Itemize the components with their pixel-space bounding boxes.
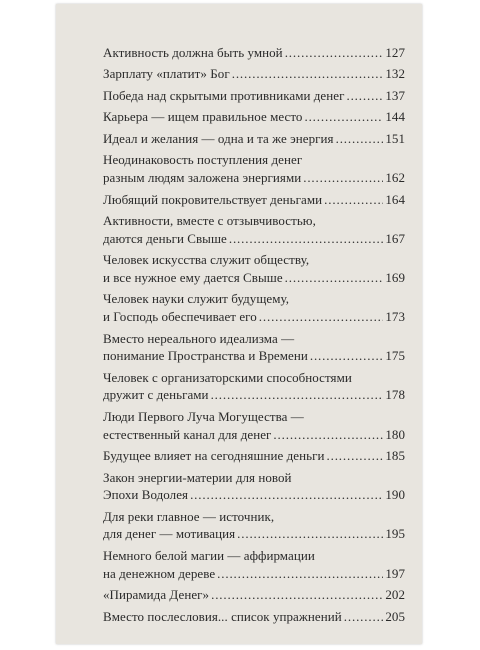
toc-entry-row: [103, 565, 405, 583]
toc-entry-row: [103, 269, 405, 287]
toc-entry-title-line: дружит с деньгами: [103, 387, 209, 403]
toc-entry-row: [103, 108, 405, 126]
toc-page-number: 151: [385, 130, 405, 146]
toc-entry: [103, 586, 405, 604]
toc-page-number: 173: [385, 309, 405, 325]
dot-leader: [310, 347, 383, 365]
toc-entry-title-line: Будущее влияет на сегодняшние деньги: [103, 448, 325, 464]
toc-page-number: 167: [385, 230, 405, 246]
toc-entry: [103, 369, 405, 404]
toc-page-number: 205: [385, 608, 405, 624]
toc-page-number: 180: [385, 426, 405, 442]
toc-entry-row: [103, 347, 405, 365]
toc-entry: [103, 330, 405, 365]
dot-leader: [336, 130, 384, 148]
toc-entry: [103, 608, 405, 626]
toc-entry: [103, 508, 405, 543]
toc-entry-title-line: Человек с организаторскими способностями: [103, 369, 352, 385]
toc-entry-title-line: и все нужное ему дается Свыше: [103, 269, 283, 285]
toc-entry-row: [103, 386, 405, 404]
toc-entry-row: [103, 447, 405, 465]
toc-page-number: 190: [385, 487, 405, 503]
toc-entry-title-line: Активность должна быть умной: [103, 45, 283, 60]
toc-page-number: 185: [385, 448, 405, 464]
toc-entry: [103, 469, 405, 504]
toc-entry: [103, 65, 405, 83]
toc-entry-row: [103, 426, 405, 444]
toc-entry-row: [103, 308, 405, 326]
toc-entry: [103, 290, 405, 325]
toc-entry: [103, 87, 405, 105]
toc-entry: [103, 251, 405, 286]
toc-page-number: 164: [385, 191, 405, 207]
toc-entry: [103, 447, 405, 465]
toc-entry: [103, 408, 405, 443]
toc-entry: [103, 151, 405, 186]
toc-entry-title-line: Вместо послесловия... список упражнений: [103, 608, 342, 624]
toc-page-number: 169: [385, 269, 405, 285]
book-page: [56, 4, 422, 644]
toc-entry: [103, 44, 405, 62]
table-of-contents: [103, 44, 405, 629]
toc-entry-row: [103, 191, 405, 209]
dot-leader: [211, 586, 383, 604]
dot-leader: [237, 525, 383, 543]
toc-entry-title-line: Зарплату «платит» Бог: [103, 66, 230, 82]
dot-leader: [190, 486, 383, 504]
toc-entry-title-line: Неодинаковость поступления денег: [103, 152, 303, 168]
dot-leader: [259, 308, 384, 326]
dot-leader: [285, 269, 384, 287]
toc-entry-title-line: Вместо нереального идеализма —: [103, 330, 295, 346]
toc-page-number: 195: [385, 526, 405, 542]
dot-leader: [229, 230, 383, 248]
toc-entry-title-line: Любящий покровительствует деньгами: [103, 191, 323, 207]
toc-page-number: 132: [385, 66, 405, 82]
toc-entry-title-line: понимание Пространства и Времени: [103, 348, 308, 364]
toc-entry: [103, 547, 405, 582]
toc-entry-title-line: разным людям заложена энергиями: [103, 170, 302, 186]
toc-entry: [103, 108, 405, 126]
toc-entry: [103, 212, 405, 247]
dot-leader: [327, 447, 384, 465]
toc-entry-title-line: Активности, вместе с отзывчивостью,: [103, 213, 316, 229]
toc-entry-title-line: для денег — мотивация: [103, 526, 236, 542]
toc-entry-row: [103, 65, 405, 83]
toc-entry-title-line: на денежном дереве: [103, 565, 216, 581]
toc-entry-title-line: Немного белой магии — аффирмации: [103, 547, 315, 563]
toc-entry-title-line: Человек науки служит будущему,: [103, 291, 290, 307]
toc-page-number: 197: [385, 565, 405, 581]
toc-page-number: 127: [385, 45, 405, 60]
dot-leader: [346, 87, 383, 105]
dot-leader: [273, 426, 383, 444]
toc-entry-title-line: «Пирамида Денег»: [103, 587, 210, 603]
toc-entry-title-line: Идеал и желания — одна и та же энергия: [103, 130, 334, 146]
dot-leader: [232, 65, 384, 83]
dot-leader: [285, 44, 384, 62]
toc-page-number: 202: [385, 587, 405, 603]
toc-entry-row: [103, 486, 405, 504]
toc-entry-title-line: Люди Первого Луча Могущества —: [103, 408, 304, 424]
toc-entry-title-line: Человек искусства служит обществу,: [103, 252, 310, 268]
dot-leader: [304, 108, 383, 126]
toc-page-number: 137: [385, 87, 405, 103]
toc-entry-title-line: Карьера — ищем правильное место: [103, 109, 303, 125]
dot-leader: [217, 565, 383, 583]
toc-entry-row: [103, 586, 405, 604]
toc-entry-title-line: даются деньги Свыше: [103, 230, 227, 246]
toc-entry-title-line: Победа над скрытыми противниками денег: [103, 87, 345, 103]
toc-entry-row: [103, 130, 405, 148]
toc-entry: [103, 191, 405, 209]
toc-page-number: 175: [385, 348, 405, 364]
dot-leader: [324, 191, 383, 209]
dot-leader: [211, 386, 384, 404]
toc-entry-title-line: естественный канал для денег: [103, 426, 272, 442]
toc-entry-row: [103, 525, 405, 543]
toc-entry-title-line: Для реки главное — источник,: [103, 508, 275, 524]
toc-entry-row: [103, 87, 405, 105]
toc-entry: [103, 130, 405, 148]
toc-page-number: 162: [385, 170, 405, 186]
toc-entry-row: [103, 169, 405, 187]
toc-page-number: 178: [385, 387, 405, 403]
toc-entry-row: [103, 608, 405, 626]
toc-page-number: 144: [385, 109, 405, 125]
toc-entry-title-line: Эпохи Водолея: [103, 487, 189, 503]
toc-entry-row: [103, 44, 405, 62]
toc-entry-row: [103, 230, 405, 248]
dot-leader: [303, 169, 383, 187]
toc-entry-title-line: и Господь обеспечивает его: [103, 309, 257, 325]
toc-entry-title-line: Закон энергии-материи для новой: [103, 469, 292, 485]
dot-leader: [344, 608, 384, 626]
